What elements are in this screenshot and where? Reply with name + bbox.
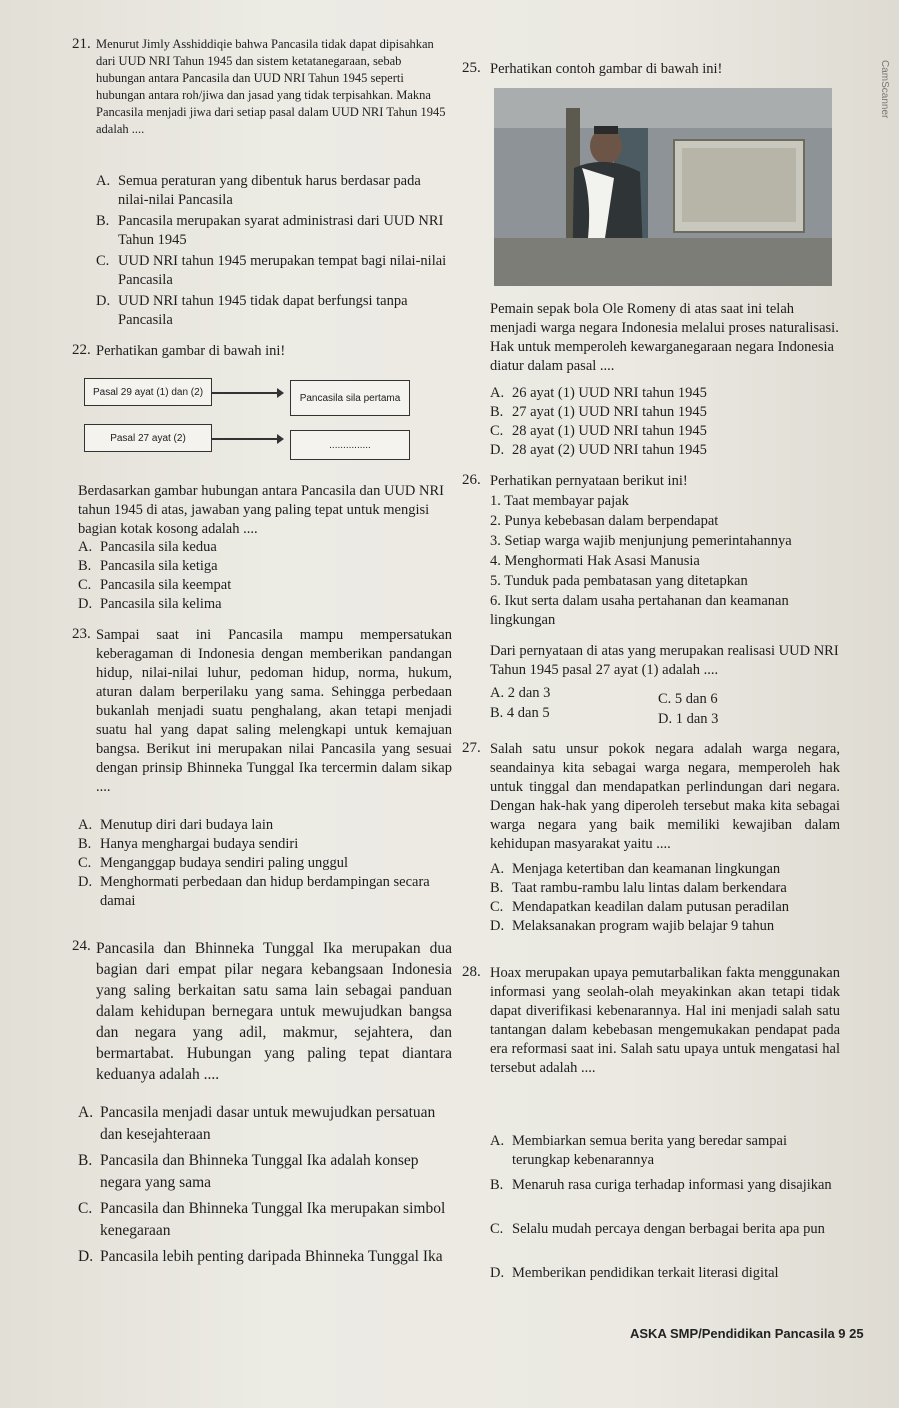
question-number: 23. [72,626,91,642]
question-text: Berdasarkan gambar hubungan antara Pancasila dan UUD NRI tahun 1945 di atas, jawaban yang paling tepat untuk mengisi bagian kotak kosong adalah .... [78,483,444,537]
question-27: 27. Salah satu unsur pokok negara adalah warga negara, seandainya kita sebagai warga negara, memperoleh hak untuk tinggal dan mendapatkan perlindungan dari negara. Dengan hak-hak yang diperoleh tersebut maka kita sebagai warga negara yang baik memiliki kewajiban dalam kehidupan masyarakat yaitu .... A. Menjaga ketertiban dan keamanan lingkungan B. Taat rambu-rambu lalu lintas dalam berkendara C. Mendapatkan keadilan dalam putusan peradilan D. Melaksanakan program wajib belajar 9 tahun [462,740,840,934]
statement-item: 2. Punya kebebasan dalam berpendapat [490,513,719,529]
question-24: 24. Pancasila dan Bhinneka Tunggal Ika merupakan dua bagian dari empat pilar negara kebangsaan Indonesia yang saling berkaitan satu sama lain sebagai panduan dalam kehidupan bernegara untuk mewujudkan bangsa dan negara yang adil, makmur, sejahtera, dan bermartabat. Hubungan yang paling tepat diantara keduanya adalah .... A. Pancasila menjadi dasar untuk mewujudkan persatuan dan kesejahteraan B. Pancasila dan Bhinneka Tunggal Ika adalah konsep negara yang sama C. Pancasila dan Bhinneka Tunggal Ika merupakan simbol kenegaraan D. Pancasila lebih penting daripada Bhinneka Tunggal Ika [72,938,452,1265]
scanner-watermark: CamScanner [879,60,890,119]
question-23: 23. Sampai saat ini Pancasila mampu mempersatukan keberagaman di Indonesia dengan memberikan pandangan hidup, nilai-nilai luhur, pedoman hidup, norma, hukum, aturan dalam berperilaku yang sama. Sehingga perbedaan bukanlah menjadi suatu penghalang, akan tetapi menjadi suatu hal yang dapat saling melengkapi untuk kemajuan bangsa. Berikut ini merupakan nilai Pancasila yang sesuai dengan prinsip Bhinneka Tunggal Ika tercermin dalam sikap .... A. Menutup diri dari budaya lain B. Hanya menghargai budaya sendiri C. Menganggap budaya sendiri paling unggul D. Menghormati perbedaan dan hidup berdampingan secara damai [72,626,452,909]
diagram-arrow [212,438,278,440]
question-text: Menurut Jimly Asshiddiqie bahwa Pancasila tidak dapat dipisahkan dari UUD NRI Tahun 1945 dan sistem ketatanegaraan, sebab hubungan antara Pancasila dan UUD NRI Tahun 1945 seperti hubungan antara roh/jiwa dan jasad yang tidak terpisahkan. Makna Pancasila menjadi jiwa dari setiap pasal dalam UUD NRI Tahun 1945 adalah .... [96,37,446,136]
question-number: 22. [72,342,91,358]
question-number: 25. [462,60,481,76]
diagram-box-pasal-27: Pasal 27 ayat (2) [84,424,212,452]
diagram-box-sila-pertama: Pancasila sila pertama [290,380,410,416]
question-22: 22. Perhatikan gambar di bawah ini! Pasal 29 ayat (1) dan (2) Pancasila sila pertama Pasal 27 ayat (2) ............... Berdasarkan gambar hubungan antara Pancasila dan UUD NRI tahun 1945 di atas, jawaban yang paling tepat untuk mengisi bagian kotak kosong adalah .... A. Pancasila sila kedua B. Pancasila sila ketiga C. Pancasila sila keempat D. Pancasila sila kelima [72,342,452,612]
question-intro: Perhatikan pernyataan berikut ini! [490,473,688,489]
option-a[interactable]: A. 2 dan 3 [490,685,551,701]
question-26 [462,472,842,732]
question-text: Salah satu unsur pokok negara adalah warga negara, seandainya kita sebagai warga negara, memperoleh hak untuk tinggal dan mendapatkan perlindungan dari negara. Dengan hak-hak yang diperoleh tersebut maka kita sebagai warga negara yang baik memiliki kewajiban dalam kehidupan masyarakat yaitu .... [490,741,840,852]
diagram-box-pasal-29: Pasal 29 ayat (1) dan (2) [84,378,212,406]
option-b[interactable]: B. 4 dan 5 [490,705,550,721]
statement-item: 3. Setiap warga wajib menjunjung pemerintahannya [490,533,792,549]
question-number: 21. [72,36,91,52]
question-21: 21. Menurut Jimly Asshiddiqie bahwa Pancasila tidak dapat dipisahkan dari UUD NRI Tahun 1945 dan sistem ketatanegaraan, sebab hubungan antara Pancasila dan UUD NRI Tahun 1945 seperti hubungan antara roh/jiwa dan jasad yang tidak terpisahkan. Makna Pancasila menjadi jiwa dari setiap pasal dalam UUD NRI Tahun 1945 adalah .... A. Semua peraturan yang dibentuk harus berdasar pada nilai-nilai Pancasila B. Pancasila merupakan syarat administrasi dari UUD NRI Tahun 1945 C. UUD NRI tahun 1945 merupakan tempat bagi nilai-nilai Pancasila D. UUD NRI tahun 1945 tidak dapat berfungsi tanpa Pancasila [72,36,452,336]
question-intro: Perhatikan gambar di bawah ini! [96,343,286,359]
question-text: Pancasila dan Bhinneka Tunggal Ika merupakan dua bagian dari empat pilar negara kebangsaan Indonesia yang saling berkaitan satu sama lain sebagai panduan dalam kehidupan bernegara untuk mewujudkan bangsa dan negara yang adil, makmur, sejahtera, dan bermartabat. Hubungan yang paling tepat diantara keduanya adalah .... [96,940,452,1083]
statement-item: 4. Menghormati Hak Asasi Manusia [490,553,700,569]
question-28: 28. Hoax merupakan upaya pemutarbalikan fakta menggunakan informasi yang seolah-olah meyakinkan akan tetapi tidak dapat diverifikasi kebenarannya. Hal ini menjadi salah satu tantangan dalam kebebasan mengemukakan pendapat pada era reformasi saat ini. Salah satu upaya untuk mengatasi hal tersebut adalah .... A. Membiarkan semua berita yang beredar sampai terungkap kebenarannya B. Menaruh rasa curiga terhadap informasi yang disajikan C. Selalu mudah percaya dengan berbagai berita apa pun D. Memberikan pendidikan terkait literasi digital [462,964,840,1281]
question-text: Pemain sepak bola Ole Romeny di atas saat ini telah menjadi warga negara Indonesia melalui proses naturalisasi. Hak untuk memperoleh kewarganegaraan negara Indonesia diatur dalam pasal .... [490,301,839,374]
statement-item: 1. Taat membayar pajak [490,493,629,509]
naturalization-photo [494,88,832,286]
question-number: 27. [462,740,481,756]
diagram-box-empty: ............... [290,430,410,460]
question-25: 25. Perhatikan contoh gambar di bawah ini! Pemain sepak bola Ole Romeny di atas saat ini telah menjadi warga negara Indonesia melalui proses naturalisasi. Hak untuk memperoleh kewarganegaraan negara Indonesia diatur dalam pasal .... A. 26 ayat (1) UUD NRI tahun 1945 B. 27 ayat (1) UUD NRI tahun 1945 C. 28 ayat (1) UUD NRI tahun 1945 D. 28 ayat (2) UUD NRI tahun 1945 [462,60,842,460]
question-text: Hoax merupakan upaya pemutarbalikan fakta menggunakan informasi yang seolah-olah meyakinkan akan tetapi tidak dapat diverifikasi kebenarannya. Hal ini menjadi salah satu tantangan dalam kebebasan mengemukakan pendapat pada era reformasi saat ini. Salah satu upaya untuk mengatasi hal tersebut adalah .... [490,965,840,1076]
question-number: 26. [462,472,481,488]
question-text: Dari pernyataan di atas yang merupakan realisasi UUD NRI Tahun 1945 pasal 27 ayat (1) adalah .... [490,643,839,678]
photo-illustration [494,88,832,286]
question-number: 28. [462,964,481,980]
question-number: 24. [72,938,91,954]
question-intro: Perhatikan contoh gambar di bawah ini! [490,61,723,77]
page-footer: ASKA SMP/Pendidikan Pancasila 9 25 [630,1326,864,1341]
statement-item: 5. Tunduk pada pembatasan yang ditetapkan [490,573,748,589]
option-c[interactable]: C. 5 dan 6 [658,691,718,707]
option-d[interactable]: D. 1 dan 3 [658,711,719,727]
statement-item: 6. Ikut serta dalam usaha pertahanan dan keamanan lingkungan [490,593,789,628]
diagram-arrow [212,392,278,394]
question-text: Sampai saat ini Pancasila mampu mempersatukan keberagaman di Indonesia dengan memberikan pandangan hidup, nilai-nilai luhur, pedoman hidup, norma, hukum, aturan dalam berperilaku yang sama. Sehingga perbedaan bukanlah menjadi suatu penghalang, akan tetapi menjadi suatu hal yang dapat saling melengkapi untuk kemajuan bangsa. Berikut ini merupakan nilai Pancasila yang sesuai dengan prinsip Bhinneka Tunggal Ika tercermin dalam sikap .... [96,627,452,795]
